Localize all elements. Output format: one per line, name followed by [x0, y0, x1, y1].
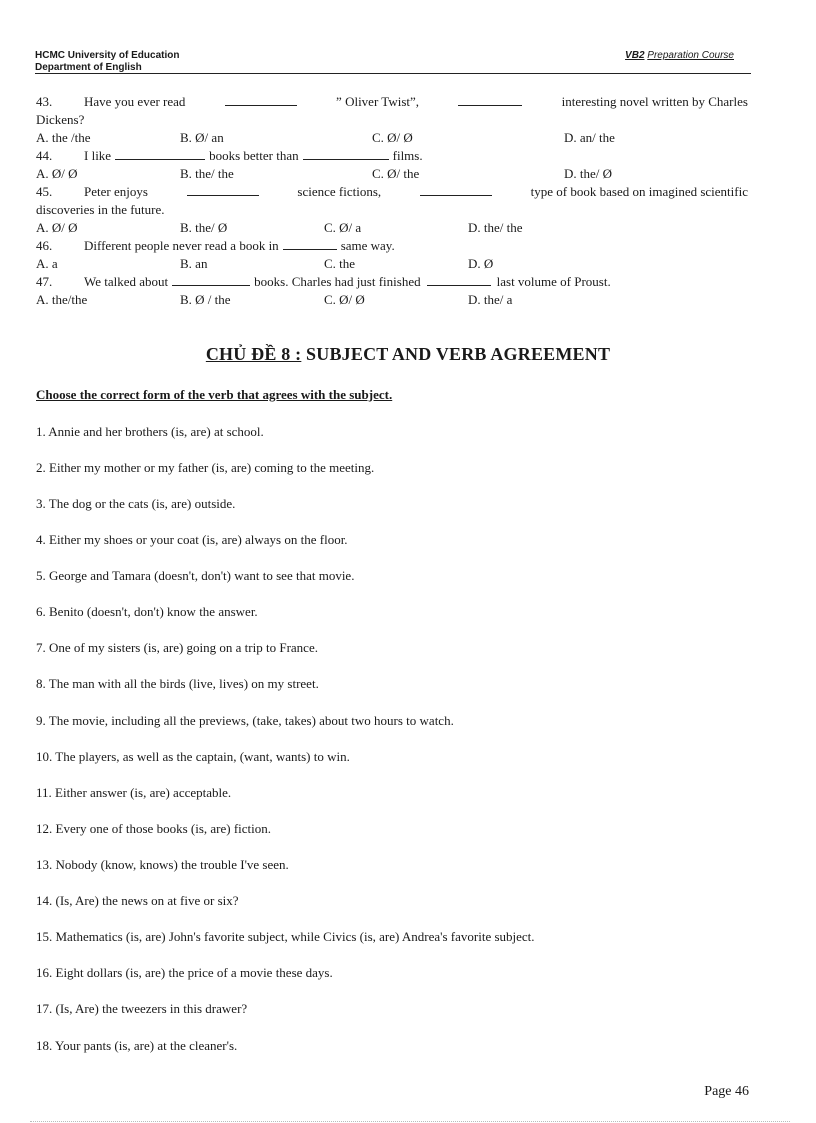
- exercise-item: 2. Either my mother or my father (is, are) coming to the meeting.: [36, 460, 375, 475]
- course-name: Preparation Course: [647, 50, 734, 61]
- exercise-item: 18. Your pants (is, are) at the cleaner's.: [36, 1038, 238, 1053]
- option-b: B. the/ Ø: [180, 220, 228, 235]
- instruction: Choose the correct form of the verb that agrees with the subject.: [36, 387, 393, 402]
- option-d: D. the/ the: [468, 220, 523, 235]
- question-text: last volume of Proust.: [496, 274, 611, 289]
- question-number: 44.: [36, 148, 53, 163]
- exercise-item: 10. The players, as well as the captain, (want, wants) to win.: [36, 749, 350, 764]
- option-a: A. a: [36, 256, 58, 271]
- option-c: C. Ø/ Ø: [372, 130, 413, 145]
- header-department: Department of English: [35, 62, 142, 73]
- exercise-item: 6. Benito (doesn't, don't) know the answer.: [36, 604, 258, 619]
- section-title: [0, 344, 816, 365]
- answer-blank: [187, 183, 259, 196]
- question-text: I like: [84, 148, 112, 163]
- question-number: 46.: [36, 238, 53, 253]
- option-d: D. Ø: [468, 256, 494, 271]
- option-c: C. the: [324, 256, 356, 271]
- exercise-item: 14. (Is, Are) the news on at five or six?: [36, 893, 239, 908]
- option-a: A. the/the: [36, 292, 88, 307]
- answer-blank: [172, 273, 250, 286]
- exercise-item: 4. Either my shoes or your coat (is, are) always on the floor.: [36, 532, 348, 547]
- options-45: [36, 219, 748, 237]
- exercise-item: 12. Every one of those books (is, are) fiction.: [36, 821, 272, 836]
- question-text: ” Oliver Twist”,: [336, 94, 420, 109]
- question-text: Different people never read a book in: [84, 238, 279, 253]
- answer-blank: [283, 237, 337, 250]
- question-text: science fictions,: [297, 184, 382, 199]
- question-number: 45.: [36, 184, 53, 199]
- question-text: films.: [392, 148, 423, 163]
- option-c: C. Ø/ a: [324, 220, 362, 235]
- option-d: D. the/ a: [468, 292, 513, 307]
- option-b: B. an: [180, 256, 208, 271]
- footer-divider: [30, 1121, 790, 1122]
- question-text: interesting novel written by Charles: [561, 94, 748, 109]
- answer-blank: [420, 183, 492, 196]
- section-title-main: SUBJECT AND VERB AGREEMENT: [301, 344, 611, 364]
- exercise-item: 3. The dog or the cats (is, are) outside.: [36, 496, 236, 511]
- option-c: C. Ø/ the: [372, 166, 420, 181]
- course-code: VB2: [625, 50, 645, 61]
- question-text: Peter enjoys: [84, 184, 148, 199]
- exercise-item: 7. One of my sisters (is, are) going on a trip to France.: [36, 640, 318, 655]
- question-text: books. Charles had just finished: [254, 274, 421, 289]
- question-46: [36, 237, 748, 255]
- header-course: [625, 50, 734, 61]
- answer-blank: [225, 93, 297, 106]
- question-text: type of book based on imagined scientific: [530, 184, 748, 199]
- exercise-item: 17. (Is, Are) the tweezers in this drawer?: [36, 1001, 248, 1016]
- exercise-item: 8. The man with all the birds (live, lives) on my street.: [36, 676, 319, 691]
- options-44: [36, 165, 748, 183]
- answer-blank: [427, 273, 491, 286]
- answer-blank: [115, 147, 205, 160]
- question-47: [36, 273, 748, 291]
- option-b: B. the/ the: [180, 166, 234, 181]
- option-b: B. Ø / the: [180, 292, 231, 307]
- options-43: [36, 129, 748, 147]
- exercise-item: 16. Eight dollars (is, are) the price of a movie these days.: [36, 965, 333, 980]
- exercise-item: 9. The movie, including all the previews, (take, takes) about two hours to watch.: [36, 713, 454, 728]
- option-c: C. Ø/ Ø: [324, 292, 365, 307]
- exercise-item: 11. Either answer (is, are) acceptable.: [36, 785, 232, 800]
- option-a: A. the /the: [36, 130, 91, 145]
- option-b: B. Ø/ an: [180, 130, 224, 145]
- header-university: HCMC University of Education: [35, 50, 180, 61]
- question-45: [36, 183, 748, 219]
- question-number: 43.: [36, 94, 53, 109]
- question-number: 47.: [36, 274, 53, 289]
- option-d: D. an/ the: [564, 130, 615, 145]
- section-title-prefix: CHỦ ĐỀ 8 :: [205, 344, 302, 364]
- exercise-item: 15. Mathematics (is, are) John's favorite subject, while Civics (is, are) Andrea's favorite subject.: [36, 929, 535, 944]
- answer-blank: [458, 93, 522, 106]
- exercise-item: 13. Nobody (know, knows) the trouble I've seen.: [36, 857, 289, 872]
- page-number: Page 46: [704, 1084, 749, 1099]
- exercise-item: 5. George and Tamara (doesn't, don't) want to see that movie.: [36, 568, 355, 583]
- question-continuation: discoveries in the future.: [36, 202, 165, 217]
- option-d: D. the/ Ø: [564, 166, 613, 181]
- question-text: Have you ever read: [84, 94, 186, 109]
- options-46: [36, 255, 748, 273]
- question-continuation: Dickens?: [36, 112, 85, 127]
- question-text: books better than: [209, 148, 299, 163]
- question-text: We talked about: [84, 274, 169, 289]
- answer-blank: [303, 147, 389, 160]
- question-43: [36, 93, 748, 129]
- options-47: [36, 291, 748, 309]
- option-a: A. Ø/ Ø: [36, 166, 78, 181]
- option-a: A. Ø/ Ø: [36, 220, 78, 235]
- header-rule: [35, 73, 751, 74]
- exercise-item: 1. Annie and her brothers (is, are) at school.: [36, 424, 264, 439]
- question-text: same way.: [340, 238, 395, 253]
- question-44: [36, 147, 748, 165]
